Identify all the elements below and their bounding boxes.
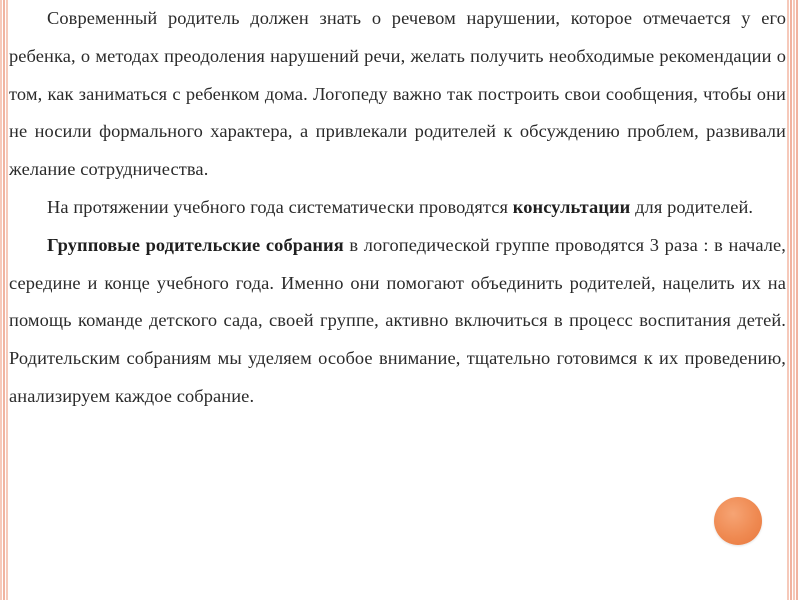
paragraph-consultations — [9, 189, 786, 227]
orange-circle-decoration — [714, 497, 762, 545]
group-meetings-text: в логопедической группе проводятся 3 раза : в начале, середине и конце учебного года. Именно они помогают объединить родителей, нацелить их на помощь команде детского сада, своей группе, активно включиться в процесс воспитания детей. Родительским собраниям мы уделяем особое внимание, тщательно готовимся к их проведению, анализируем каждое собрание. — [9, 234, 787, 406]
right-decorative-border — [786, 0, 800, 600]
slide-text-body — [9, 0, 786, 416]
consultations-text-end: для родителей. — [630, 196, 754, 217]
consultations-text-start: На протяжении учебного года систематически проводятся — [47, 196, 513, 217]
consultations-bold: консультации — [512, 196, 631, 217]
left-decorative-border — [0, 0, 9, 600]
paragraph-parent-knowledge: Современный родитель должен знать о речевом нарушении, которое отмечается у его ребенка, о методах преодоления нарушений речи, желать получить необходимые рекомендации о том, как заниматься с ребенком дома. Логопеду важно так построить свои сообщения, чтобы они не носили формального характера, а привлекали родителей к обсуждению проблем, развивали желание сотрудничества. — [9, 8, 786, 180]
paragraph-group-meetings — [9, 227, 786, 416]
group-meetings-bold: Групповые родительские собрания — [47, 234, 344, 255]
